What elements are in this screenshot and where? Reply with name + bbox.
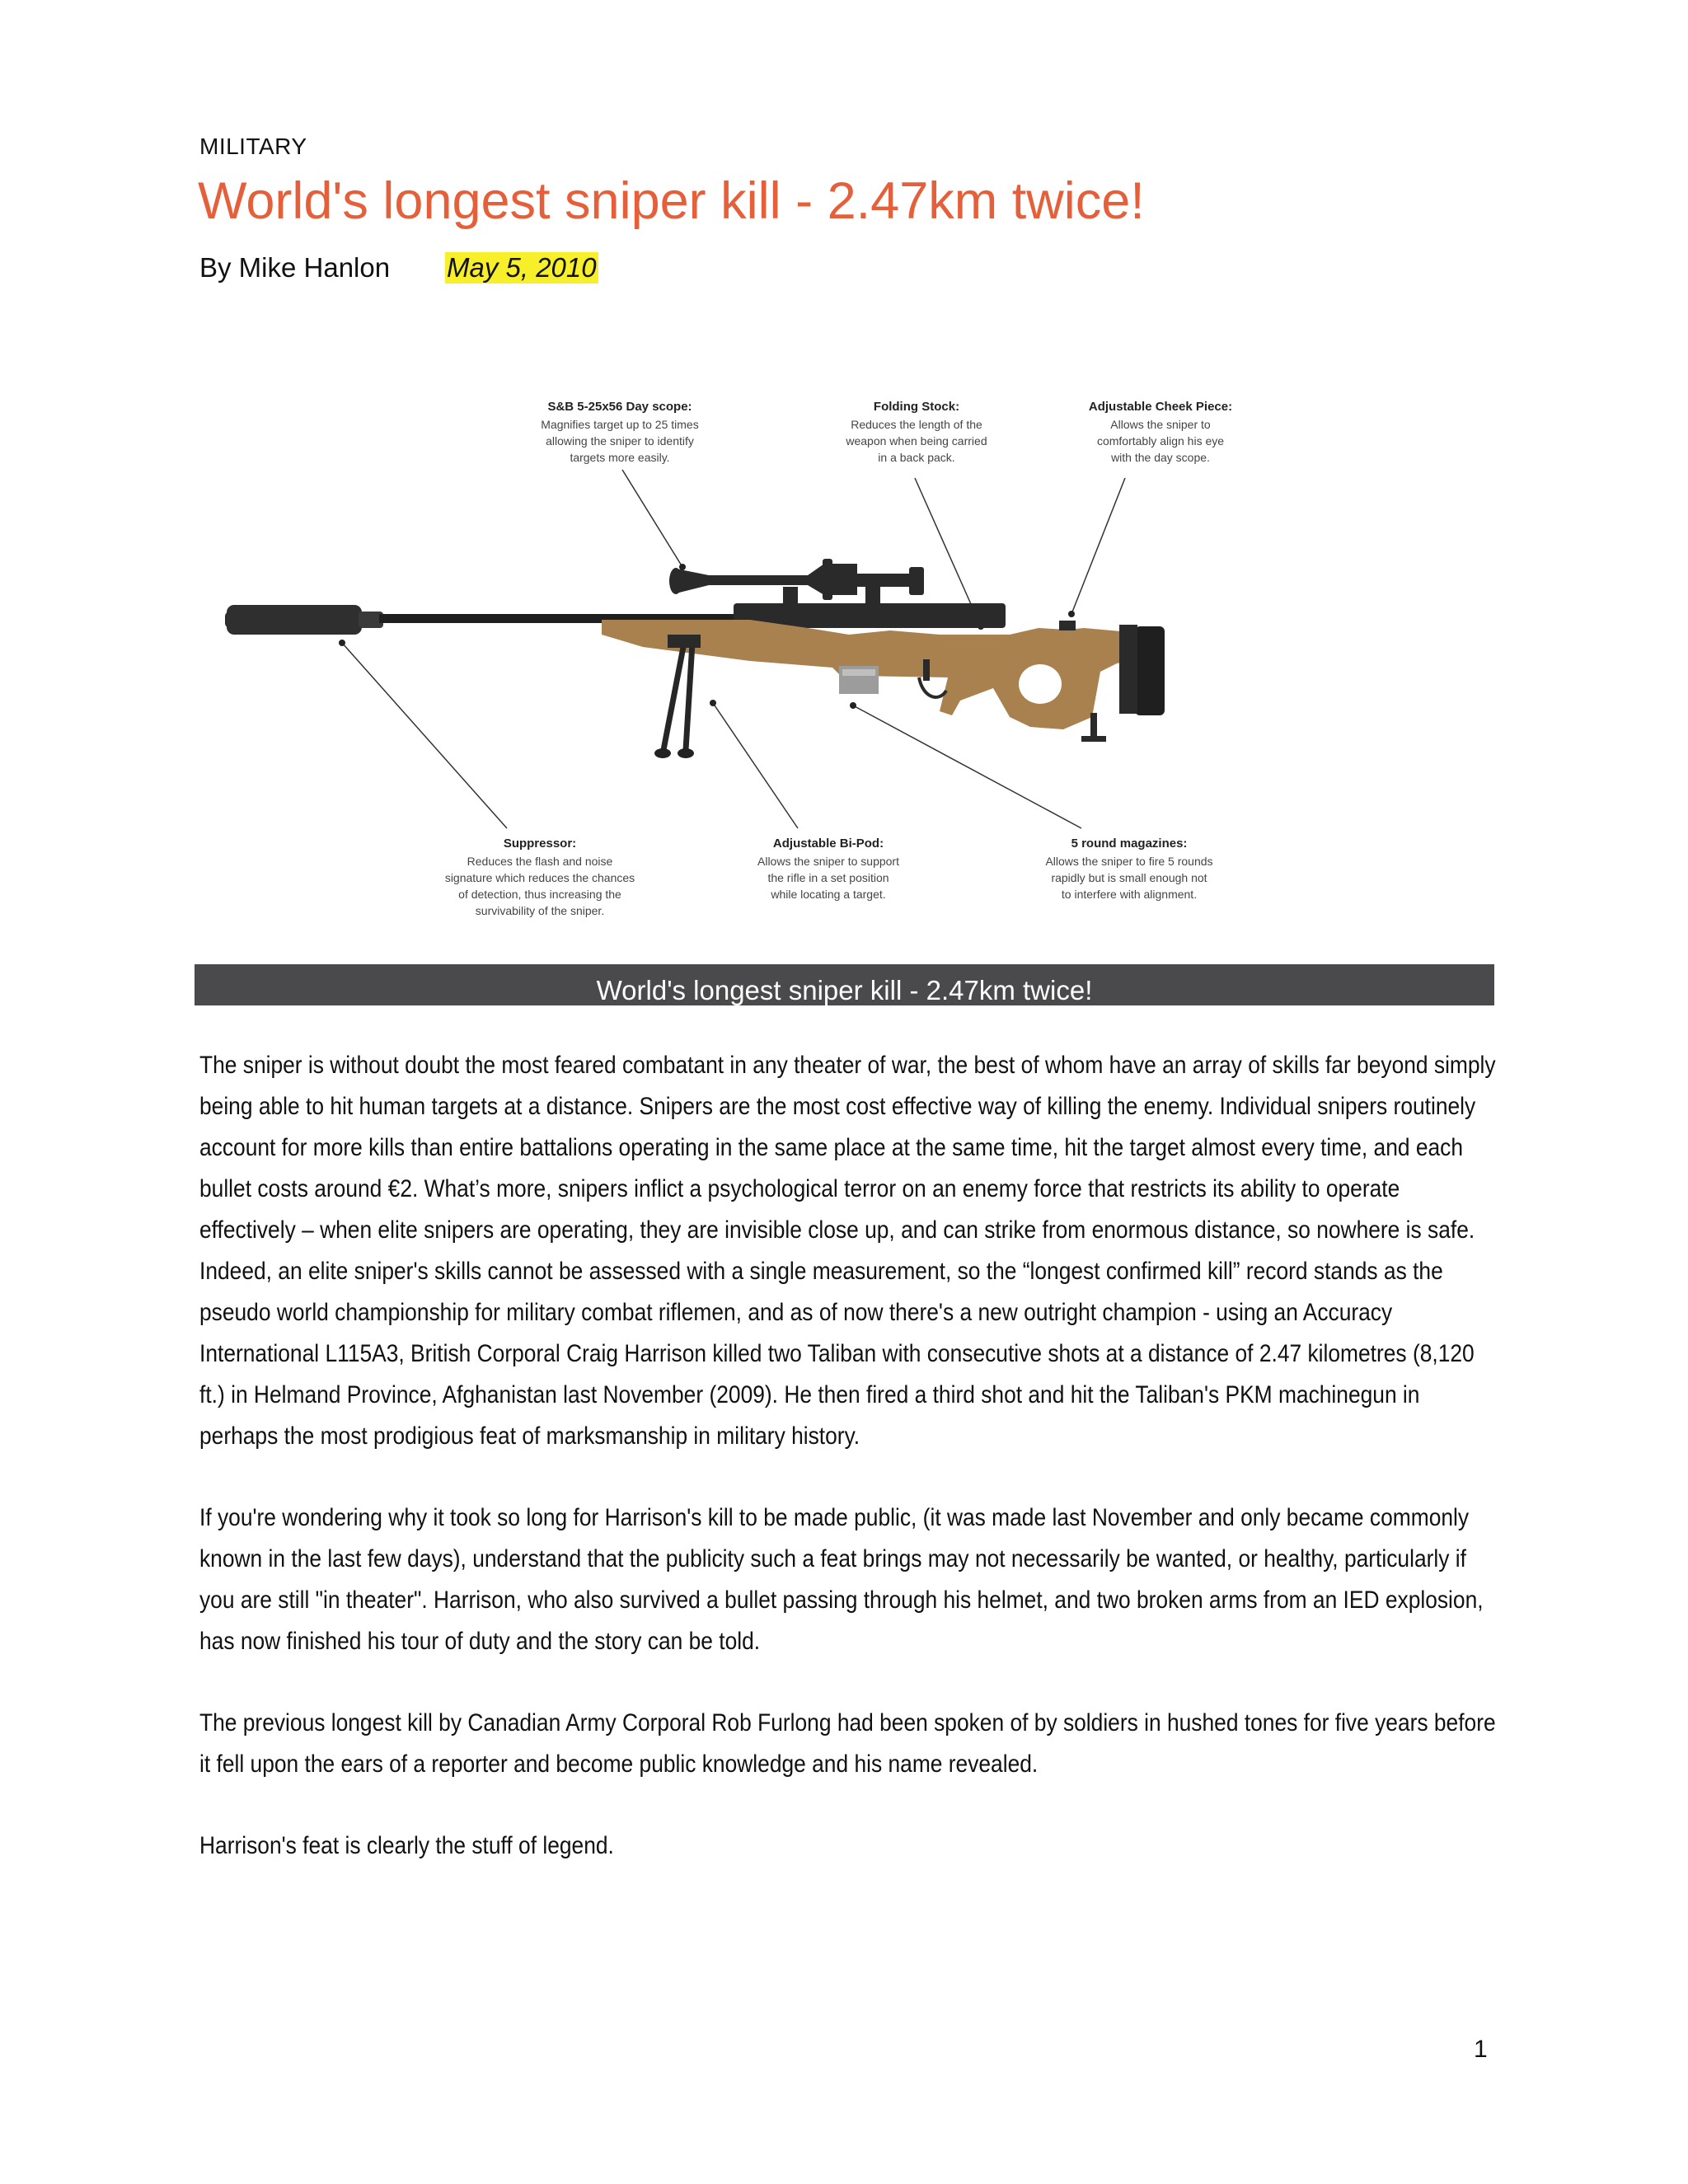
svg-text:Allows the sniper to: Allows the sniper to [1110, 418, 1211, 431]
svg-text:S&B 5-25x56 Day scope:: S&B 5-25x56 Day scope: [547, 400, 692, 414]
svg-text:allowing the sniper to identif: allowing the sniper to identify [546, 434, 694, 448]
section-label: MILITARY [199, 134, 307, 159]
article-body [199, 1045, 1496, 1907]
svg-text:the rifle in a set position: the rifle in a set position [767, 871, 889, 884]
svg-text:comfortably align his eye: comfortably align his eye [1096, 434, 1225, 448]
svg-text:of detection, thus increasing: of detection, thus increasing the [458, 888, 621, 901]
svg-text:Adjustable Bi-Pod:: Adjustable Bi-Pod: [772, 837, 884, 851]
paragraph: Harrison's feat is clearly the stuff of legend. [199, 1832, 614, 1859]
annotation-scope [541, 400, 698, 464]
svg-text:weapon when being carried: weapon when being carried [846, 434, 987, 448]
rifle-diagram [214, 387, 1269, 940]
figure-caption [195, 964, 1494, 1005]
svg-text:Reduces the length of the: Reduces the length of the [851, 418, 982, 431]
annotation-magazines [1045, 837, 1212, 901]
svg-text:Reduces the flash and noise: Reduces the flash and noise [467, 855, 613, 868]
author-byline: By Mike Hanlon [199, 252, 391, 283]
svg-text:while locating a target.: while locating a target. [771, 888, 886, 901]
paragraph: If you're wondering why it took so long for Harrison's kill to be made public, (it was made last November and only became commonly known in the last few days), understand that the publicity such a feat brings may not necessarily be wanted, or healthy, particularly if you are still "in theater". Harrison, who also survived a bullet passing through his helmet, and two broken arms from an IED explosion, has now finished his tour of duty and the story can be told. [199, 1504, 1484, 1655]
svg-text:5 round magazines:: 5 round magazines: [1071, 837, 1188, 851]
svg-text:Suppressor:: Suppressor: [503, 837, 577, 851]
svg-text:Allows the sniper to support: Allows the sniper to support [757, 855, 899, 868]
svg-text:Allows the sniper to fire 5 ro: Allows the sniper to fire 5 rounds [1045, 855, 1213, 868]
svg-text:to interfere with alignment.: to interfere with alignment. [1061, 888, 1198, 901]
article-title: World's longest sniper kill - 2.47km twice! [198, 172, 1145, 230]
page-number: 1 [1474, 2036, 1488, 2063]
svg-text:Folding Stock:: Folding Stock: [873, 400, 960, 414]
svg-text:with the day scope.: with the day scope. [1111, 451, 1210, 464]
annotation-folding-stock [845, 400, 987, 464]
publish-date: May 5, 2010 [447, 252, 597, 283]
annotation-suppressor [445, 837, 635, 917]
svg-text:survivability of the sniper.: survivability of the sniper. [475, 904, 605, 917]
annotation-cheek-piece [1089, 400, 1232, 464]
svg-text:in a back pack.: in a back pack. [878, 451, 955, 464]
svg-text:signature which reduces the ch: signature which reduces the chances [444, 871, 635, 884]
paragraph: The sniper is without doubt the most feared combatant in any theater of war, the best of whom have an array of skills far beyond simply being able to hit human targets at a distance. Snipers are the most cost effective way of killing the enemy. Individual snipers routinely account for more kills than entire battalions operating in the same place at the same time, hit the target almost every time, and each bullet costs around €2. What’s more, snipers inflict a psychological terror on an enemy force that restricts its ability to operate effectively – when elite snipers are operating, they are invisible close up, and can strike from enormous distance, so nowhere is safe. Indeed, an elite sniper's skills cannot be assessed with a single measurement, so the “longest confirmed kill” record stands as the pseudo world championship for military combat riflemen, and as of now there's a new outright champion - using an Accuracy International L115A3, British Corporal Craig Harrison killed two Taliban with consecutive shots at a distance of 2.47 kilometres (8,120 ft.) in Helmand Province, Afghanistan last November (2009). He then fired a third shot and hit the Taliban's PKM machinegun in perhaps the most prodigious feat of marksmanship in military history. [199, 1052, 1496, 1450]
figure-caption-text: World's longest sniper kill - 2.47km twice! [596, 975, 1093, 1005]
svg-text:rapidly but is small enough no: rapidly but is small enough not [1051, 871, 1207, 884]
svg-text:Magnifies target up to 25 time: Magnifies target up to 25 times [541, 418, 699, 431]
paragraph: The previous longest kill by Canadian Army Corporal Rob Furlong had been spoken of by soldiers in hushed tones for five years before it fell upon the ears of a reporter and become public knowledge and his name revealed. [199, 1709, 1496, 1778]
svg-text:targets more easily.: targets more easily. [570, 451, 670, 464]
svg-text:Adjustable Cheek Piece:: Adjustable Cheek Piece: [1088, 400, 1233, 414]
annotation-bipod [757, 837, 899, 901]
